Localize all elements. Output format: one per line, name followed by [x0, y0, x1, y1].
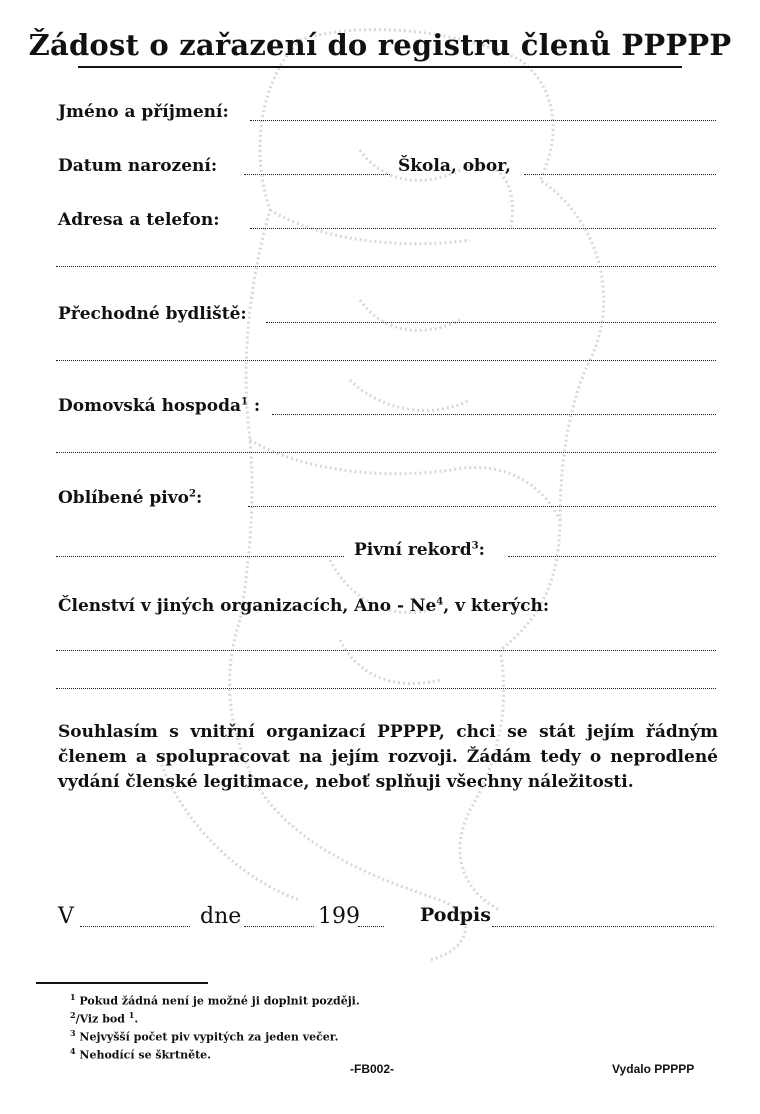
address-field[interactable]: [250, 228, 716, 229]
year-field[interactable]: [358, 926, 384, 927]
school-label: Škola, obor,: [398, 156, 511, 176]
footnote-1: $^1$ Pokud žádná není je možné ji doplnit později.: [70, 992, 360, 1008]
form-code: -FB002-: [350, 1062, 395, 1076]
beer-record-field[interactable]: [508, 556, 716, 557]
school-field[interactable]: [524, 174, 716, 175]
footnote-2: $^2$/Viz bod $^1$.: [70, 1010, 139, 1026]
address-label: Adresa a telefon:: [58, 210, 220, 230]
date-label: dne: [200, 904, 242, 929]
consent-paragraph: Souhlasím s vnitřní organizací PPPPP, chci se stát jejím řádným členem a spolupracovat na jejím rozvoji. Žádám tedy o neprodlené vydání členské legitimace, neboť splňuji všechny náležitosti.: [58, 722, 718, 792]
birth-date-label: Datum narození:: [58, 156, 218, 176]
membership-field[interactable]: [56, 650, 716, 651]
footnote-4: $^4$ Nehodící se škrtněte.: [70, 1046, 212, 1062]
date-field[interactable]: [244, 926, 314, 927]
address-field-line-2[interactable]: [56, 266, 716, 267]
year-prefix: 199: [318, 904, 360, 929]
membership-field-line-2[interactable]: [56, 688, 716, 689]
name-label: Jméno a příjmení:: [58, 102, 229, 122]
birth-date-field[interactable]: [244, 174, 390, 175]
footnote-divider: [36, 982, 208, 984]
beer-record-label: Pivní rekord$^3$:: [354, 540, 485, 560]
publisher-note: Vydalo PPPPP: [612, 1062, 695, 1076]
place-label: V: [58, 904, 74, 929]
footnote-ref-1: 1: [240, 396, 248, 408]
fav-beer-field-line-2[interactable]: [56, 556, 344, 557]
home-pub-field[interactable]: [272, 414, 716, 415]
fav-beer-label: Oblíbené pivo$^2$:: [58, 488, 203, 508]
temp-address-label: Přechodné bydliště:: [58, 304, 247, 324]
membership-label: Členství v jiných organizacích, Ano - Ne$^4$, v kterých:: [58, 596, 550, 616]
signature-field[interactable]: [492, 926, 714, 927]
home-pub-field-line-2[interactable]: [56, 452, 716, 453]
footnote-3: $^3$ Nejvyšší počet piv vypitých za jeden večer.: [70, 1028, 339, 1044]
footnote-ref-2: 2: [188, 488, 196, 500]
fav-beer-field[interactable]: [248, 506, 716, 507]
temp-address-field[interactable]: [266, 322, 716, 323]
footnote-ref-3: 3: [471, 540, 479, 552]
temp-address-field-line-2[interactable]: [56, 360, 716, 361]
signature-label: Podpis: [420, 904, 491, 926]
name-field[interactable]: [250, 120, 716, 121]
title-underline: [78, 66, 682, 68]
place-field[interactable]: [80, 926, 190, 927]
footnote-ref-4: 4: [436, 596, 444, 608]
home-pub-label: Domovská hospoda$^1$ :: [58, 396, 261, 416]
form-title: Žádost o zařazení do registru členů PPPPP: [28, 28, 732, 62]
